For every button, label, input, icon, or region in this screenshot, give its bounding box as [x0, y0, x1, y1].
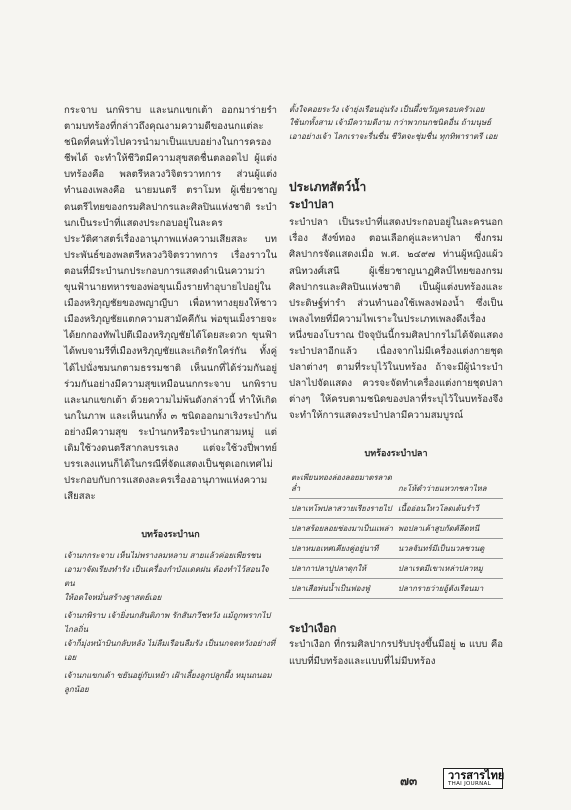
verse-line: เจ้านกกระจาบ เห็นไม่พรางลมหลาบ สายแล้วค่อยเพียรชน — [64, 551, 262, 561]
fish-paragraph: ระบำปลา เป็นระบำที่แสดงประกอบอยู่ในละครนอกเรื่อง สังข์ทอง ตอนเลือกคู่และหาปลา ซึ่งกรมศิลปากรจัดแสดงเมื่อ พ.ศ. ๒๔๙๗ ท่านผู้หญิงแผ้ว สนิทวงศ์เสนี ผู้เชี่ยวชาญนาฏศิลป์ไทยของกรมศิลปากรและศิลปินแห่งชาติ เป็นผู้แต่งบทร้องและประดิษฐ์ท่ารำ ส่วนทำนองใช้เพลงฟองน้ำ ซึ่งเป็นเพลงไทยที่มีความไพเราะในประเภทเพลงดึงเรื่องหนึ่งของโบราณ ปัจจุบันนี้กรมศิลปากรไม่ได้จัดแสดงระบำปลาอีกแล้ว เนื่องจากไม่มีเครื่องแต่งกายชุดปลาต่างๆ ตามที่ระบุไว้ในบทร้อง ถ้าจะมีผู้นำระบำปลาไปจัดแสดง ควรจะจัดทำเครื่องแต่งกายชุดปลาต่างๆ ให้ครบตามชนิดของปลาที่ระบุไว้ในบทร้องจึงจะทำให้การแสดงระบำปลามีความสมบูรณ์ — [289, 217, 503, 422]
verse-row — [289, 499, 503, 519]
left-body — [64, 103, 277, 505]
verse-line: ใช้นกทั้งสาม เจ้ามีความดีงาม กว่าพวกนกชนิดอื่น ถ้ามนุษย์ — [289, 118, 491, 128]
verse-cell: พอปลาเค้าสูบกัดคัลีดหนี — [396, 519, 503, 539]
verse-cell: ปลาเรดมีเขาเหล่าปลาหมู — [396, 559, 503, 579]
logo-title: วารสารไทย — [448, 769, 505, 782]
left-column — [64, 103, 277, 697]
fish-verse-table — [289, 468, 503, 599]
verse-line: เอามาจัดเรียงทำรัง เป็นเครื่องกำบังแดดฝน ต้องทำไว้สอนใจตน — [64, 565, 269, 589]
verse-cell: ปลาหมอเทศเคียงคู่อยู่นาที — [289, 539, 396, 559]
page-number: ๗๓ — [400, 774, 418, 788]
verse-line: เจ้าก็มุ่งหน้าบินกลับหลัง ไม่ลืมเรือนลืมรัง เป็นนกจดหวังอย่างที่เอย — [64, 639, 276, 663]
fish-body — [289, 215, 503, 424]
top-verse — [289, 103, 503, 143]
verse-line: เอาอย่างเจ้า ไลกเราจะรื่นชื่น ชีวิตจะชุ่มชื่น ทุกทิพาราตรี เอย — [289, 131, 498, 141]
verse-cell: ปลาเสือพ่นน้ำเป็นฟองฟู่ — [289, 579, 396, 599]
verse-row — [289, 579, 503, 599]
journal-logo — [443, 768, 503, 789]
mermaid-body — [289, 637, 503, 669]
right-column — [289, 103, 503, 670]
page-footer — [400, 768, 504, 790]
verse-stanza — [64, 549, 277, 605]
verse-line: ให้อดใจหมั่นสร้างฐาสตย์เอย — [64, 593, 162, 603]
verse-cell: ปลากรายว่ายอู้ดังเรือนมา — [396, 579, 503, 599]
mermaid-dance-heading: ระบำเงือก — [289, 622, 337, 636]
left-paragraph: กระจาบ นกพิราบ และนกแขกเต้า ออกมาร่ายรำตามบทร้องที่กล่าวถึงคุณงามความดีของนกแต่ละชนิดที่คนทั่วไปควรนำมาเป็นแบบอย่างในการครองชีพได้ จะทำให้ชีวิตมีความสุขสดชื่นตลอดไป ผู้แต่งบทร้องคือ พลตรีหลวงวิจิตรวาทการ ส่วนผู้แต่งทำนองเพลงคือ นายมนตรี ตราโมท ผู้เชี่ยวชาญดนตรีไทยของกรมศิลปากรและศิลปินแห่งชาติ ระบำนกเป็นระบำที่แสดงประกอบอยู่ในละครประวัติศาสตร์เรื่องอานุภาพแห่งความเสียสละ บทประพันธ์ของพลตรีหลวงวิจิตรวาทการ เรื่องราวในตอนที่มีระบำนกประกอบการแสดงดำเนินความว่า ขุนฟ้านายทหารของพ่อขุนเม็งรายทำอุบายไปอยู่ในเมืองหริภุญชัยของพญาญีบา เพื่อหาทางยุยงให้ชาวเมืองหริภุญชัยแตกความสามัคคีกัน พ่อขุนเม็งรายจะได้ยกกองทัพไปตีเมืองหริภุญชัยได้โดยสะดวก ขุนฟ้าได้พบจามรีที่เมืองหริภุญชัยและเกิดรักใคร่กัน ทั้งคู่ได้ไปนั่งชมนกตามธรรมชาติ เห็นนกที่ได้ร่วมกันอยู่ร่วมกันอย่างมีความสุขเหมือนนกกระจาบ นกพิราบ และนกแขกเต้า ด้วยความไม่พ้นดังกล่าวนี้ ทำให้เกิดนกในภาพ และเห็นนกทั้ง ๓ ชนิดออกมาเริงระบำกันอย่างมีความสุข ระบำนกหรือระบำนกสามหมู่ แต่เดิมใช้วงดนตรีสากลบรรเลง แต่จะใช้วงปี่พาทย์บรรเลงแทนก็ได้ในกรณีที่จัดแสดงเป็นชุดเอกเทศไม่ประกอบกับการแสดงละครเรื่องอานุภาพแห่งความเสียสละ — [64, 105, 277, 503]
mermaid-paragraph: ระบำเงือก ที่กรมศิลปากรปรับปรุงขึ้นมีอยู่ ๒ แบบ คือ แบบที่มีบทร้องและแบบที่ไม่มีบทร้อง — [289, 639, 503, 667]
fish-verse-title: บทร้องระบำปลา — [364, 449, 428, 460]
section-heading: ประเภทสัตว์น้ำ — [289, 180, 367, 195]
logo-subtitle: THAI JOURNAL — [448, 781, 491, 787]
verse-row — [289, 559, 503, 579]
verse-line: เจ้านกพิราบ เจ้ายิ่งนกสันติภาพ รักสันกวีชหวัง แม้ถูกพรากไปไกลถิ่น — [64, 611, 271, 635]
fish-dance-heading: ระบำปลา — [289, 198, 334, 212]
bird-verse-title: บทร้องระบำนก — [141, 530, 200, 541]
verse-cell: ปลาสร้อยลอยช่องมาเป็นแพล่า — [289, 519, 396, 539]
verse-cell: ปลาเทโพปลาสวายเรียงรายไป — [289, 499, 396, 519]
verse-row — [289, 468, 503, 499]
verse-cell: กะโห้ดำว่ายแหวกชลาไหล — [396, 468, 503, 499]
verse-stanza — [64, 609, 277, 665]
verse-row — [289, 539, 503, 559]
verse-line: ตั้งใจคอยระวัง เจ้ายุ่งเรือนอุ่นรัง เป็นผึ้งขวัญครอบครัวเอย — [289, 105, 485, 114]
verse-cell: ตะเพียนทองล่องลอยมาตรลาดล่ำ — [289, 468, 396, 499]
verse-row — [289, 519, 503, 539]
verse-line: เจ้านกแขกเต้า ขยันอยู่กับเหย้า เฝ้าเลี้ยงลูกปลูกผึ้ง หมุนถนอมลูกน้อย — [64, 671, 272, 695]
bird-verse — [64, 549, 277, 697]
verse-cell: นวลจันทร์มีเป็นนวลชวนดู — [396, 539, 503, 559]
verse-cell: ปลากาปลาปูปลาดุกให้ — [289, 559, 396, 579]
verse-cell: เนื้ออ่อนใหวโลดเต้นรำวี — [396, 499, 503, 519]
verse-stanza — [64, 669, 277, 697]
